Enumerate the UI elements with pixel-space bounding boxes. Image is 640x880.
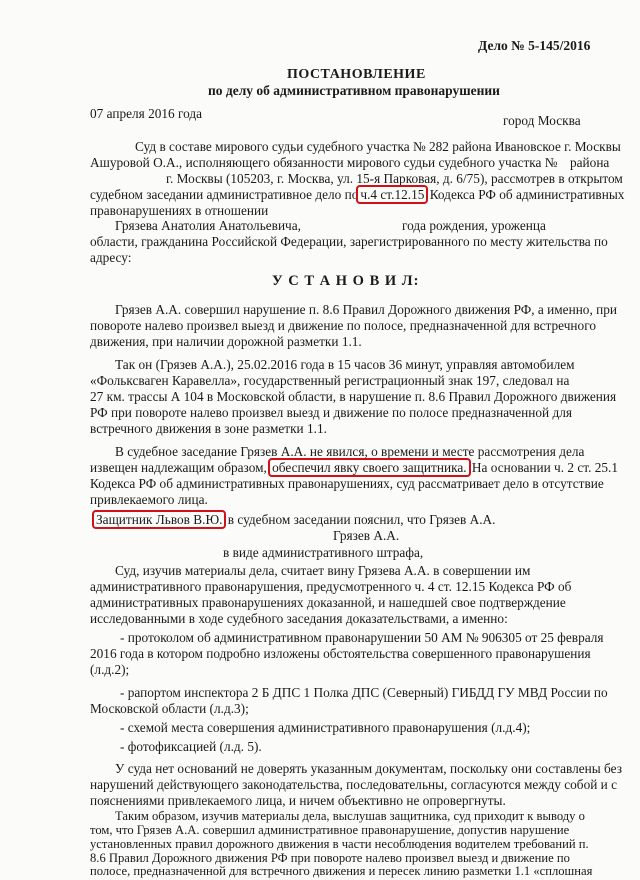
paragraph-line: том, что Грязев А.А. совершил административное правонарушение, допустив нарушение xyxy=(90,823,570,837)
paragraph-text: полосе, предназначенной для встречного движения и пересек линию разметки 1.1 «сплошная xyxy=(90,864,593,878)
paragraph-line xyxy=(90,460,618,475)
intro-line: Суд в составе мирового судьи судебного участка № 282 района Ивановское г. Москвы xyxy=(135,139,621,154)
paragraph-line: У суда нет оснований не доверять указанным документам, поскольку они составлены без xyxy=(115,761,622,776)
paragraph-line: Грязев А.А. совершил нарушение п. 8.6 Правил Дорожного движения РФ, а именно, при xyxy=(115,302,617,317)
intro-line: года рождения, уроженца xyxy=(402,218,546,233)
paragraph-line: 8.6 Правил Дорожного движения РФ при повороте налево произвел выезд и движение по xyxy=(90,851,570,865)
paragraph-line: Так он (Грязев А.А.), 25.02.2016 года в 15 часов 36 минут, управляя автомобилем xyxy=(115,357,575,372)
paragraph-line: Суд, изучив материалы дела, считает вину Грязева А.А. в совершении им xyxy=(115,563,531,578)
highlighted-article: ч.4 ст.12.15 xyxy=(356,185,428,204)
paragraph-line: установленных правил дорожного движения в части несоблюдения водителем требований п. xyxy=(90,837,589,851)
evidence-item: 2016 года в котором подробно изложены обстоятельства совершенного правонарушения xyxy=(90,646,591,661)
section-heading: У С Т А Н О В И Л: xyxy=(272,273,420,289)
paragraph-line: 27 км. трассы А 104 в Московской области, в нарушение п. 8.6 Правил Дорожного движения xyxy=(90,389,617,404)
paragraph-line: в виде административного штрафа, xyxy=(223,545,424,560)
intro-line: области, гражданина Российской Федерации, зарегистрированного по месту жительства по xyxy=(90,234,608,249)
paragraph-line: Таким образом, изучив материалы дела, выслушав защитника, суд приходит к выводу о xyxy=(115,809,585,823)
evidence-item: (л.д.2); xyxy=(90,662,130,677)
paragraph-line: административных правонарушениях доказанной, и нашедшей свое подтверждение xyxy=(90,595,566,610)
paragraph-line xyxy=(94,512,495,527)
intro-line xyxy=(90,187,624,202)
paragraph-line: повороте налево произвел выезд и движение по полосе, предназначенной для встречного xyxy=(90,318,596,333)
intro-line: правонарушениях в отношении xyxy=(90,203,269,218)
paragraph-text: в судебном заседании пояснил, что Грязев А.А. xyxy=(227,512,496,527)
highlighted-phrase: обеспечил явку своего защитника. xyxy=(268,458,470,477)
paragraph-line: Грязев А.А. xyxy=(333,528,400,543)
paragraph-line: 197, следовал на xyxy=(476,373,570,388)
paragraph-text: На основании ч. 2 ст. 25.1 xyxy=(471,460,618,475)
paragraph-line: Кодекса РФ об административных правонарушениях, суд рассматривает дело в отсутствие xyxy=(90,476,604,491)
paragraph-line: движения, при наличии дорожной разметки 1.1. xyxy=(90,334,362,349)
document-date: 07 апреля 2016 года xyxy=(90,106,203,121)
document-title: ПОСТАНОВЛЕНИЕ xyxy=(287,67,426,82)
evidence-item: - фотофиксацией (л.д. 5). xyxy=(120,739,262,754)
evidence-item: Московской области (л.д.3); xyxy=(90,701,249,716)
intro-text: Кодекса РФ об административных xyxy=(429,187,625,202)
intro-line: г. Москвы (105203, г. Москва, ул. 15-я Парковая, д. 6/75), рассмотрев в открытом xyxy=(166,171,623,186)
paragraph-line: привлекаемого лица. xyxy=(90,492,208,507)
highlighted-defender: Защитник Львов В.Ю. xyxy=(92,510,226,529)
paragraph-line xyxy=(90,865,592,878)
document-city: город Москва xyxy=(503,113,581,128)
evidence-item: - протоколом об административном правонарушении 50 АМ № 906305 от 25 февраля xyxy=(120,630,604,645)
paragraph-line: встречного движения в зоне разметки 1.1. xyxy=(90,421,327,436)
intro-line: Ашуровой О.А., исполняющего обязанности мирового судьи судебного участка № xyxy=(90,155,558,170)
intro-line: адресу: xyxy=(90,250,132,265)
case-number: Дело № 5-145/2016 xyxy=(478,38,591,53)
intro-line: района xyxy=(570,155,610,170)
paragraph-line: исследованными в ходе судебного заседания доказательствами, а именно: xyxy=(90,611,508,626)
document-subtitle: по делу об административном правонарушении xyxy=(208,83,500,98)
paragraph-line: нарушений действующего законодательства, последовательны, согласуются между собой и с xyxy=(90,777,618,792)
defendant-name: Грязева Анатолия Анатольевича, xyxy=(115,218,301,233)
paragraph-line: пояснениями привлекаемого лица, и ничем объективно не опровергнуты. xyxy=(90,793,506,808)
evidence-item: - рапортом инспектора 2 Б ДПС 1 Полка ДПС (Северный) ГИБДД ГУ МВД России по xyxy=(120,685,608,700)
evidence-item: - схемой места совершения административного правонарушения (л.д.4); xyxy=(120,720,531,735)
paragraph-line: «Фольксваген Каравелла», государственный регистрационный знак xyxy=(90,373,473,388)
paragraph-line: административного правонарушения, предусмотренного ч. 4 ст. 12.15 Кодекса РФ об xyxy=(90,579,572,594)
paragraph-line: В судебное заседание Грязев А.А. не явился, о времени и месте рассмотрения дела xyxy=(115,444,585,459)
paragraph-text: извещен надлежащим образом, xyxy=(90,460,267,475)
intro-text: судебном заседании административное дело по xyxy=(90,187,359,202)
paragraph-line: РФ при повороте налево произвел выезд и движение по полосе предназначенной для xyxy=(90,405,573,420)
